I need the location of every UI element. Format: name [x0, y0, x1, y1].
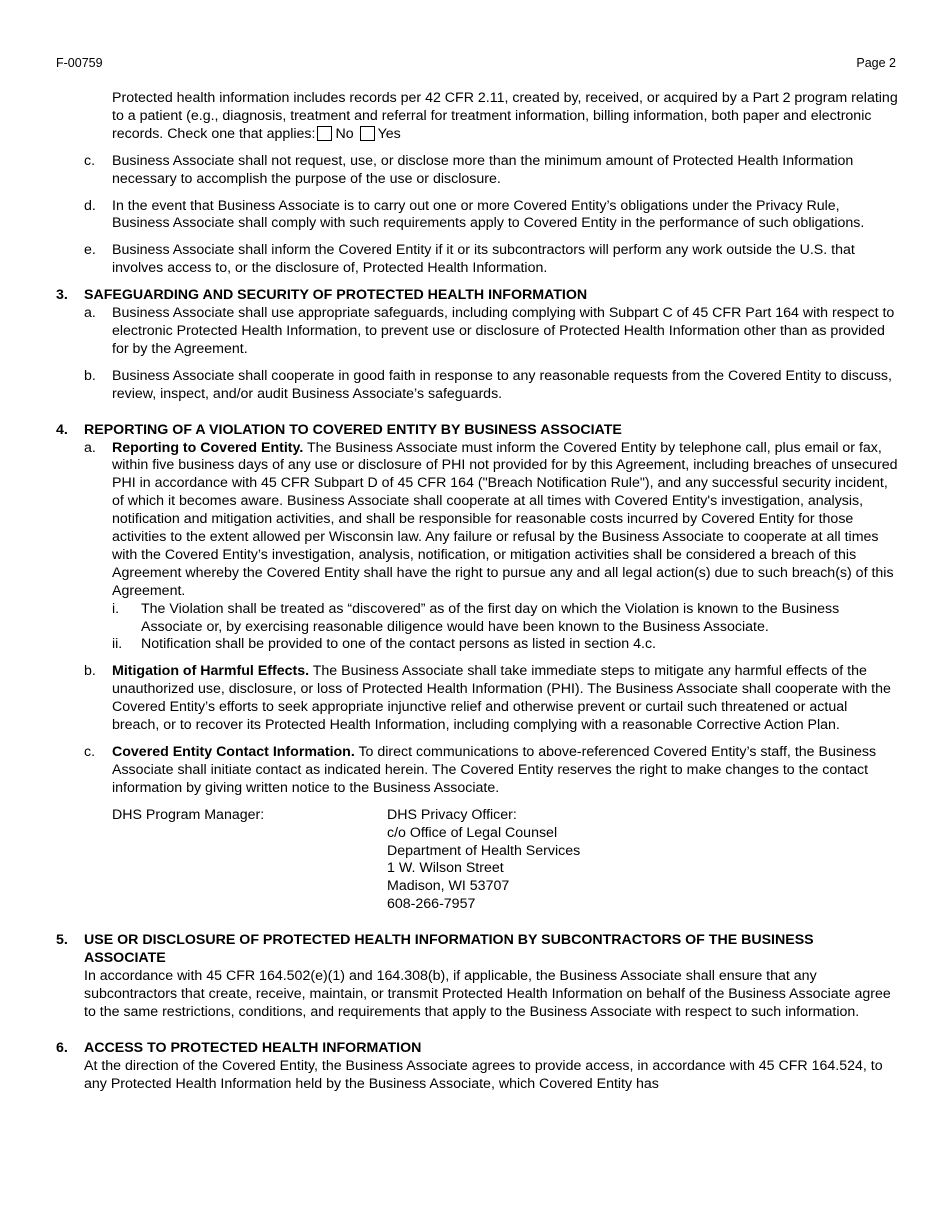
item-text: Business Associate shall cooperate in good faith in response to any reasonable requests from the Covered Entity to discuss, review, inspect, and/or audit Business Associate’s safeguards. — [112, 367, 892, 402]
privacy-officer-address — [387, 807, 580, 914]
item-text: To direct communications to above-referenced Covered Entity’s staff, the Business Associate shall initiate contact as indicated herein. The Covered Entity reserves the right to make changes to the contact information by giving written notice to the Business Associate. — [112, 744, 877, 796]
item-letter: e. — [84, 242, 96, 259]
item-2c — [56, 153, 898, 189]
section-title: USE OR DISCLOSURE OF PROTECTED HEALTH INFORMATION BY SUBCONTRACTORS OF THE BUSINESS ASSOCIATE — [84, 932, 814, 967]
section-number: 3. — [56, 287, 68, 304]
item-4a-paragraph — [112, 440, 898, 601]
item-2d — [56, 198, 898, 234]
item-letter: a. — [84, 439, 96, 456]
subitem-4a-ii — [112, 636, 898, 654]
document-body — [56, 90, 898, 1093]
section-5-heading — [56, 932, 898, 968]
item-4b — [56, 663, 898, 735]
item-letter: d. — [84, 197, 96, 214]
section-title: REPORTING OF A VIOLATION TO COVERED ENTITY BY BUSINESS ASSOCIATE — [84, 421, 622, 438]
item-text: The Business Associate must inform the Covered Entity by telephone call, plus email or fax, within five business days of any use or disclosure of PHI not provided for by this Agreement, including breaches of unsecured PHI in accordance with 45 CFR Subpart D of 45 CFR 164 ("Breach Notification Rule"), and any successful security incident, of which it becomes aware. Business Associate shall cooperate at all times with Covered Entity's investigation, analysis, notification and mitigation activities, and shall be responsible for reasonable costs incurred by Covered Entity for those activities to the extent allowed per Wisconsin law. Any failure or refusal by the Business Associate to cooperate at all times with the Covered Entity’s investigation, analysis, notification, or mitigation activities shall be considered a breach of this Agreement whereby the Covered Entity shall have the right to pursue any and all legal action(s) due to such breach(s) of this Agreement. — [112, 439, 898, 599]
privacy-officer-city: Madison, WI 53707 — [387, 878, 510, 895]
item-2e — [56, 242, 898, 278]
item-letter: b. — [84, 663, 96, 680]
item-4a — [56, 440, 898, 655]
subitem-4a-i — [112, 601, 898, 637]
item-3b — [56, 368, 898, 404]
item-4c — [56, 744, 898, 798]
item-3a — [56, 305, 898, 359]
section-number: 4. — [56, 421, 68, 438]
section-number: 5. — [56, 932, 68, 949]
item-letter: c. — [84, 152, 96, 169]
item-lead: Mitigation of Harmful Effects. — [112, 663, 310, 680]
section-4-heading — [56, 422, 898, 440]
checkbox-yes[interactable] — [360, 126, 375, 141]
privacy-officer-department: Department of Health Services — [387, 842, 581, 859]
checkbox-yes-label: Yes — [377, 125, 401, 142]
item-text: The Business Associate shall take immediate steps to mitigate any harmful effects of the unauthorized use, disclosure, or loss of Protected Health Information (PHI). The Business Associate shall cooperate with the Covered Entity’s efforts to seek appropriate injunctive relief and otherwise prevent or curtail such threatened or actual breach, or to recover its Protected Health Information, including complying with a reasonable Corrective Action Plan. — [112, 663, 891, 734]
section-3-heading — [56, 287, 898, 305]
subitem-number: i. — [112, 600, 120, 617]
form-number: F-00759 — [56, 56, 103, 70]
section-title: ACCESS TO PROTECTED HEALTH INFORMATION — [84, 1039, 422, 1056]
item-letter: c. — [84, 744, 96, 760]
privacy-officer-street: 1 W. Wilson Street — [387, 860, 504, 877]
subitem-number: ii. — [112, 636, 123, 653]
page-number: Page 2 — [856, 56, 896, 70]
section-6-text: At the direction of the Covered Entity, the Business Associate agrees to provide access, in accordance with 45 CFR 164.524, to any Protected Health Information held by the Business Associate, which Covered Entity has — [84, 1057, 883, 1092]
section-number: 6. — [56, 1039, 68, 1056]
item-text: Business Associate shall not request, use, or disclose more than the minimum amount of Protected Health Information necessary to accomplish the purpose of the use or disclosure. — [112, 152, 854, 187]
program-manager-label: DHS Program Manager: — [112, 806, 265, 823]
item-text: In the event that Business Associate is to carry out one or more Covered Entity’s obligations under the Privacy Rule, Business Associate shall comply with such requirements apply to Covered Entity in the performance of such obligations. — [112, 197, 865, 232]
item-4b-paragraph — [112, 663, 898, 735]
item-letter: a. — [84, 305, 96, 322]
contact-block — [112, 807, 898, 914]
item-letter: b. — [84, 367, 96, 384]
checkbox-no-label: No — [335, 125, 354, 142]
part2-paragraph — [112, 90, 898, 144]
section-5-text: In accordance with 45 CFR 164.502(e)(1) and 164.308(b), if applicable, the Business Associate shall ensure that any subcontractors that create, receive, maintain, or transmit Protected Health Information on behalf of the Business Associate agree to the same restrictions, conditions, and requirements that apply to the Business Associate with respect to such information. — [84, 967, 891, 1020]
subitem-text: The Violation shall be treated as “discovered” as of the first day on which the Violation is known to the Business Associate or, by exercising reasonable diligence would have been known to the Business Associate. — [141, 600, 840, 635]
item-lead: Covered Entity Contact Information. — [112, 744, 355, 760]
checkbox-no[interactable] — [317, 126, 332, 141]
subitem-text: Notification shall be provided to one of the contact persons as listed in section 4.c. — [141, 636, 656, 653]
item-lead: Reporting to Covered Entity. — [112, 439, 304, 456]
section-6-heading — [56, 1040, 898, 1058]
privacy-officer-phone: 608-266-7957 — [387, 896, 476, 913]
privacy-officer-title: DHS Privacy Officer: — [387, 806, 517, 823]
privacy-officer-office: c/o Office of Legal Counsel — [387, 824, 558, 841]
part2-text: Protected health information includes records per 42 CFR 2.11, created by, received, or acquired by a Part 2 program relating to a patient (e.g., diagnosis, treatment and referral for treatment information, billing information, both paper and electronic records. Check one that applies: — [112, 90, 898, 142]
item-4c-paragraph — [112, 744, 898, 798]
item-text: Business Associate shall use appropriate safeguards, including complying with Subpart C of 45 CFR Part 164 with respect to electronic Protected Health Information, to prevent use or disclosure of Protected Health Information other than as provided for by the Agreement. — [112, 305, 895, 357]
item-text: Business Associate shall inform the Covered Entity if it or its subcontractors will perform any work outside the U.S. that involves access to, or the disclosure of, Protected Health Information. — [112, 242, 855, 277]
section-title: SAFEGUARDING AND SECURITY OF PROTECTED HEALTH INFORMATION — [84, 287, 588, 304]
